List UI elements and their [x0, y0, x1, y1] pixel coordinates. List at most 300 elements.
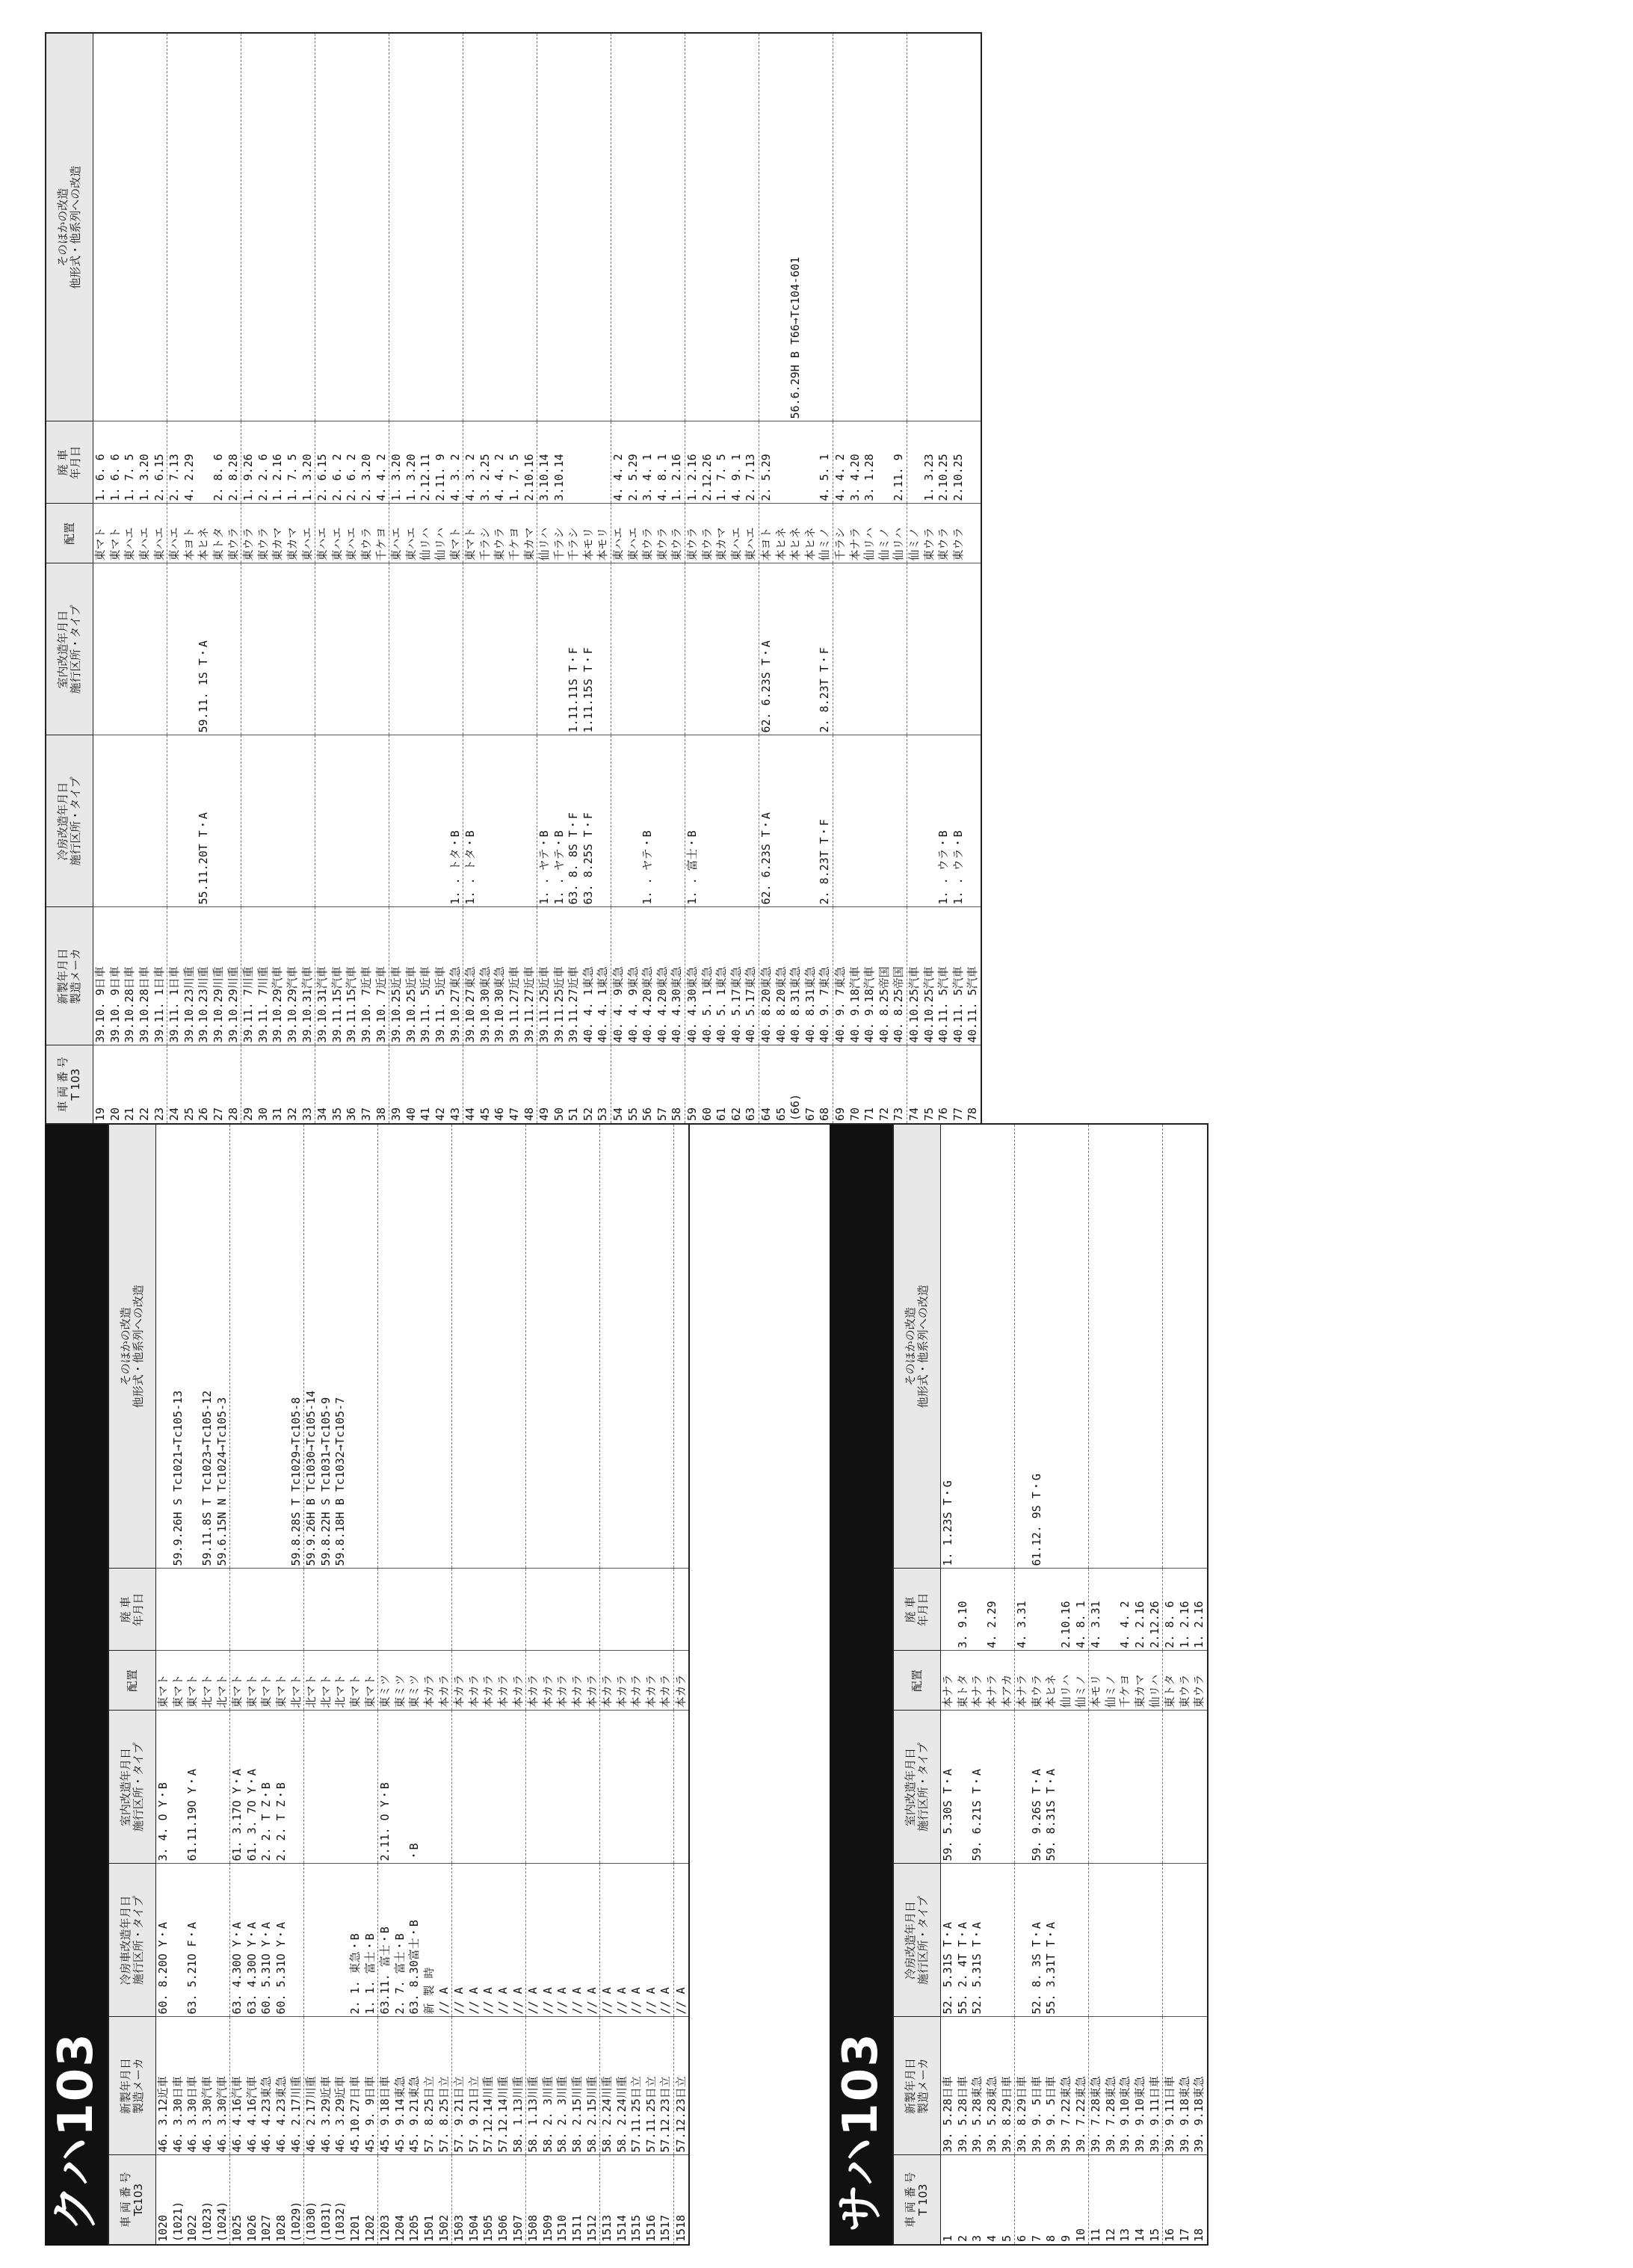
column-header-ac: 冷房改造年月日 施行区所・タイプ	[893, 1864, 941, 2017]
table-row	[540, 1124, 555, 2245]
cell-car-no: 1025	[229, 2155, 244, 2245]
cell-other	[274, 1124, 289, 1569]
cell-ac: 63.11. 富士・B	[377, 1864, 392, 2017]
cell-depot	[966, 504, 981, 563]
table-row	[833, 33, 848, 1124]
cell-car-no: 29	[241, 1045, 256, 1124]
cell-car-no: 37	[359, 1045, 374, 1124]
cell-other: 59.11.8S T Tc1023→Tc105-12	[200, 1124, 215, 1569]
cell-other	[407, 1124, 422, 1569]
column-header-retired: 廃 車 年月日	[893, 1569, 941, 1651]
cell-ac: 63. 8.30富士・B	[407, 1864, 422, 2017]
saha103-cont-section	[45, 34, 1562, 1125]
cell-other	[419, 33, 433, 421]
table-row	[596, 33, 611, 1124]
cell-car-no: 35	[330, 1045, 345, 1124]
cell-car-no: 1508	[525, 2155, 540, 2245]
cell-depot: 本カラ	[614, 1651, 629, 1711]
cell-depot: 本ヒネ	[803, 504, 818, 563]
cell-other	[197, 33, 212, 421]
cell-ac: 52. 8. 3S T・A	[1030, 1864, 1045, 2017]
cell-car-no: 49	[537, 1045, 552, 1124]
table-row	[774, 33, 788, 1124]
cell-built: 57.12.14川重	[481, 2017, 496, 2155]
cell-depot: 東ウラ	[951, 504, 966, 563]
cell-other	[510, 1124, 525, 1569]
cell-built: 39. 9.11日車	[1147, 2017, 1162, 2155]
cell-other	[496, 1124, 511, 1569]
cell-depot: 東トタ	[212, 504, 226, 563]
cell-retired	[581, 421, 596, 504]
cell-car-no: 1517	[658, 2155, 673, 2245]
cell-interior: 59. 5.30S T・A	[941, 1711, 956, 1864]
cell-depot: 本ヒネ	[197, 504, 212, 563]
cell-car-no: 2	[956, 2155, 971, 2245]
cell-built: 45. 9.18日車	[377, 2017, 392, 2155]
cell-interior	[744, 563, 759, 735]
cell-ac	[345, 735, 359, 907]
cell-ac: // A	[629, 1864, 644, 2017]
cell-car-no: 18	[1192, 2155, 1208, 2245]
cell-ac	[1162, 1864, 1177, 2017]
cell-car-no: 54	[611, 1045, 626, 1124]
cell-ac	[1178, 1864, 1193, 2017]
cell-retired: 4. 4. 2	[374, 421, 389, 504]
cell-retired	[877, 421, 892, 504]
cell-car-no: 32	[285, 1045, 300, 1124]
cell-retired: 2.10.25	[951, 421, 966, 504]
cell-car-no: 38	[374, 1045, 389, 1124]
cell-built: 40. 4.30東急	[685, 907, 700, 1045]
cell-car-no: 48	[522, 1045, 537, 1124]
cell-depot: 東ハエ	[330, 504, 345, 563]
cell-interior	[138, 563, 152, 735]
column-header-built: 新製年月日 製造メーカ	[46, 907, 93, 1045]
cell-depot: 本ヒネ	[788, 504, 803, 563]
cell-interior	[862, 563, 877, 735]
cell-built: 57.12.23日立	[673, 2017, 689, 2155]
cell-car-no: 1509	[540, 2155, 555, 2245]
cell-built: 39. 9.18東急	[1192, 2017, 1208, 2155]
cell-retired: 4. 3.31	[1088, 1569, 1103, 1651]
cell-depot: 本ナラ	[941, 1651, 956, 1711]
cell-depot: 仙リハ	[892, 504, 907, 563]
cell-built: 40. 4.20東急	[640, 907, 655, 1045]
cell-ac: // A	[599, 1864, 614, 2017]
cell-depot: 本カラ	[629, 1651, 644, 1711]
cell-built: 40. 5.17東急	[744, 907, 759, 1045]
cell-retired	[185, 1569, 200, 1651]
cell-interior: 2. 8.23T T・F	[818, 563, 833, 735]
cell-retired: 1. 3.20	[300, 421, 315, 504]
cell-depot: 仙リハ	[1059, 1651, 1074, 1711]
cell-other	[658, 1124, 673, 1569]
cell-retired: 2. 5.29	[759, 421, 774, 504]
cell-depot: 東カマ	[522, 504, 537, 563]
cell-ac	[862, 735, 877, 907]
cell-ac: 1. . トタ・B	[448, 735, 463, 907]
cell-interior: 61. 3. 7O Y・A	[245, 1711, 260, 1864]
cell-retired: 1. 3.23	[922, 421, 936, 504]
cell-built: 40. 5. 1東急	[700, 907, 714, 1045]
table-row	[496, 1124, 511, 2245]
cell-retired: 1. 7. 5	[507, 421, 522, 504]
table-row	[436, 1124, 451, 2245]
table-row	[404, 33, 419, 1124]
cell-car-no: 1514	[614, 2155, 629, 2245]
cell-retired	[555, 1569, 570, 1651]
table-row	[451, 1124, 466, 2245]
cell-depot: 東ウラ	[922, 504, 936, 563]
cell-interior	[123, 563, 138, 735]
cell-other	[156, 1124, 171, 1569]
cell-built: 40. 5. 1東急	[714, 907, 729, 1045]
cell-interior	[951, 563, 966, 735]
table-row	[700, 33, 714, 1124]
cell-car-no: 15	[1147, 2155, 1162, 2245]
table-row	[212, 33, 226, 1124]
cell-retired	[584, 1569, 599, 1651]
cell-built: 57.11.25日立	[629, 2017, 644, 2155]
cell-car-no: (1031)	[319, 2155, 334, 2245]
cell-retired	[466, 1569, 481, 1651]
cell-car-no: 20	[108, 1045, 123, 1124]
cell-other	[345, 33, 359, 421]
cell-retired: 1. 7. 5	[285, 421, 300, 504]
cell-other	[377, 1124, 392, 1569]
cell-retired: 2.10.16	[522, 421, 537, 504]
cell-built: 39.11.27近車	[507, 907, 522, 1045]
cell-built: 39. 9.11日車	[1162, 2017, 1177, 2155]
cell-ac	[285, 735, 300, 907]
cell-car-no: 1518	[673, 2155, 689, 2245]
cell-interior	[493, 563, 507, 735]
cell-retired	[614, 1569, 629, 1651]
cell-depot: 本カラ	[481, 1651, 496, 1711]
cell-depot: 本カラ	[555, 1651, 570, 1711]
cell-built: 40. 4. 1東急	[581, 907, 596, 1045]
cell-depot: 東ハエ	[152, 504, 167, 563]
cell-ac	[93, 735, 108, 907]
table-row	[1044, 1124, 1059, 2245]
cell-other	[1104, 1124, 1119, 1569]
cell-car-no: 1505	[481, 2155, 496, 2245]
cell-interior	[433, 563, 448, 735]
table-row	[333, 1124, 348, 2245]
cell-car-no: 30	[256, 1045, 271, 1124]
cell-ac	[1104, 1864, 1119, 2017]
table-row	[422, 1124, 437, 2245]
table-row	[759, 33, 774, 1124]
cell-interior	[700, 563, 714, 735]
cell-built: 39. 8.29日車	[999, 2017, 1014, 2155]
cell-other	[229, 1124, 244, 1569]
table-row	[985, 1124, 1000, 2245]
cell-other	[936, 33, 951, 421]
cell-interior: 2.11. O Y・B	[377, 1711, 392, 1864]
cell-car-no: 50	[552, 1045, 567, 1124]
cell-retired	[629, 1569, 644, 1651]
cell-depot: 東マト	[448, 504, 463, 563]
cell-car-no: 1506	[496, 2155, 511, 2245]
cell-interior: 59. 8.31S T・A	[1044, 1711, 1059, 1864]
cell-other	[584, 1124, 599, 1569]
cell-other	[596, 33, 611, 421]
cell-retired: 3. 4.20	[848, 421, 862, 504]
cell-other	[985, 1124, 1000, 1569]
cell-ac	[522, 735, 537, 907]
cell-built: 46. 4.16汽車	[245, 2017, 260, 2155]
table-row	[999, 1124, 1014, 2245]
column-header-other: そのほかの改造 他形式・他系列への改造	[893, 1124, 941, 1569]
cell-depot: 千ラシ	[552, 504, 567, 563]
cell-other	[315, 33, 330, 421]
cell-car-no: 23	[152, 1045, 167, 1124]
cell-built: 40. 8.20東急	[774, 907, 788, 1045]
cell-other	[404, 33, 419, 421]
cell-retired: 2. 7.13	[744, 421, 759, 504]
table-row	[729, 33, 744, 1124]
column-header-depot: 配置	[46, 504, 93, 563]
cell-retired	[567, 421, 581, 504]
cell-built: 39.10. 9日車	[108, 907, 123, 1045]
cell-depot: 東マト	[171, 1651, 186, 1711]
cell-car-no: 1205	[407, 2155, 422, 2245]
cell-interior	[999, 1711, 1014, 1864]
cell-retired: 1. 3.20	[404, 421, 419, 504]
cell-depot: 北マト	[333, 1651, 348, 1711]
cell-car-no: 77	[951, 1045, 966, 1124]
cell-car-no: (1021)	[171, 2155, 186, 2245]
column-header-interior: 室内改造年月日 施行区所・タイプ	[46, 563, 93, 735]
table-row	[330, 33, 345, 1124]
cell-car-no: 6	[1014, 2155, 1029, 2245]
cell-ac	[922, 735, 936, 907]
column-header-ac: 冷房改造年月日 施行区所・タイプ	[46, 735, 93, 907]
cell-depot: 本アカ	[999, 1651, 1014, 1711]
cell-other: 56.6.29H B T66→Tc104-601	[788, 33, 803, 421]
cell-built: 58. 2. 3川重	[540, 2017, 555, 2155]
table-row	[1059, 1124, 1074, 2245]
cell-retired: 2.10.16	[1059, 1569, 1074, 1651]
cell-depot: 仙リハ	[537, 504, 552, 563]
cell-built: 40. 4. 1東急	[596, 907, 611, 1045]
cell-car-no: 61	[714, 1045, 729, 1124]
cell-interior	[655, 563, 670, 735]
cell-other	[433, 33, 448, 421]
table-row	[644, 1124, 659, 2245]
cell-other	[552, 33, 567, 421]
cell-ac: 55.11.20T T・A	[197, 735, 212, 907]
table-row	[259, 1124, 274, 2245]
cell-interior: 61. 3.17O Y・A	[229, 1711, 244, 1864]
cell-depot: 東マト	[229, 1651, 244, 1711]
cell-depot: 東ウラ	[256, 504, 271, 563]
cell-car-no: 1507	[510, 2155, 525, 2245]
cell-retired	[970, 1569, 985, 1651]
cell-interior	[877, 563, 892, 735]
kuha103-title: クハ103	[45, 1125, 108, 2246]
cell-other	[555, 1124, 570, 1569]
cell-ac	[389, 735, 404, 907]
table-row	[570, 1124, 585, 2245]
cell-other	[478, 33, 493, 421]
cell-ac	[714, 735, 729, 907]
cell-interior	[956, 1711, 971, 1864]
cell-built: 40.11. 5汽車	[966, 907, 981, 1045]
cell-ac: 1. . ヤテ・B	[537, 735, 552, 907]
cell-interior	[200, 1711, 215, 1864]
table-row	[393, 1124, 408, 2245]
cell-interior	[478, 563, 493, 735]
cell-built: 39.11. 7川重	[241, 907, 256, 1045]
cell-depot: 東ハエ	[626, 504, 640, 563]
table-row	[626, 33, 640, 1124]
table-row	[1073, 1124, 1088, 2245]
cell-car-no: 67	[803, 1045, 818, 1124]
cell-retired	[525, 1569, 540, 1651]
cell-built: 57.12.14川重	[496, 2017, 511, 2155]
column-header-built: 新製年月日 製造メーカ	[108, 2017, 156, 2155]
cell-retired	[333, 1569, 348, 1651]
cell-built: 39.11. 7川重	[256, 907, 271, 1045]
cell-depot: 東ハエ	[744, 504, 759, 563]
cell-depot: 東ミツ	[407, 1651, 422, 1711]
cell-other	[644, 1124, 659, 1569]
cell-built: 39.10.25近車	[389, 907, 404, 1045]
cell-built: 45. 9. 9日車	[362, 2017, 377, 2155]
cell-car-no: 27	[212, 1045, 226, 1124]
cell-ac: 1. . 富士・B	[685, 735, 700, 907]
cell-car-no: 10	[1073, 2155, 1088, 2245]
cell-car-no: 19	[93, 1045, 108, 1124]
cell-built: 40. 9. 7東急	[833, 907, 848, 1045]
cell-other	[714, 33, 729, 421]
cell-other	[123, 33, 138, 421]
cell-retired	[570, 1569, 585, 1651]
cell-built: 40.10.25汽車	[907, 907, 922, 1045]
cell-ac	[1014, 1864, 1029, 2017]
cell-retired	[788, 421, 803, 504]
cell-ac	[138, 735, 152, 907]
cell-ac: // A	[525, 1864, 540, 2017]
cell-depot: 仙ミノ	[907, 504, 922, 563]
cell-other	[729, 33, 744, 421]
cell-ac	[212, 735, 226, 907]
cell-depot: 本カラ	[658, 1651, 673, 1711]
cell-ac: 62. 6.23S T・A	[759, 735, 774, 907]
cell-other	[422, 1124, 437, 1569]
cell-other	[892, 33, 907, 421]
cell-interior	[419, 563, 433, 735]
cell-interior	[1073, 1711, 1088, 1864]
cell-interior	[714, 563, 729, 735]
cell-car-no: 1027	[259, 2155, 274, 2245]
cell-retired	[274, 1569, 289, 1651]
table-row	[463, 33, 478, 1124]
cell-interior	[833, 563, 848, 735]
table-row	[611, 33, 626, 1124]
cell-car-no: 1203	[377, 2155, 392, 2245]
cell-retired: 1. 7. 5	[714, 421, 729, 504]
cell-other	[359, 33, 374, 421]
cell-interior	[596, 563, 611, 735]
cell-retired	[803, 421, 818, 504]
table-row	[862, 33, 877, 1124]
cell-interior	[670, 563, 685, 735]
cell-other	[818, 33, 833, 421]
cell-other	[448, 33, 463, 421]
table-row	[744, 33, 759, 1124]
cell-car-no: 33	[300, 1045, 315, 1124]
cell-depot: 本ナラ	[1014, 1651, 1029, 1711]
cell-interior	[422, 1711, 437, 1864]
cell-built: 39.10.29汽車	[285, 907, 300, 1045]
cell-retired	[245, 1569, 260, 1651]
cell-built: 46. 4.23東急	[259, 2017, 274, 2155]
cell-depot: 東ウラ	[685, 504, 700, 563]
cell-car-no: 62	[729, 1045, 744, 1124]
cell-retired: 3.10.14	[552, 421, 567, 504]
cell-depot: 東ウラ	[640, 504, 655, 563]
cell-retired: 1. 3.20	[138, 421, 152, 504]
cell-ac	[833, 735, 848, 907]
cell-ac	[319, 1864, 334, 2017]
cell-interior: 1.11.11S T・F	[567, 563, 581, 735]
cell-retired: 2. 6.15	[152, 421, 167, 504]
cell-car-no: 75	[922, 1045, 936, 1124]
cell-built: 40. 8.31東急	[803, 907, 818, 1045]
cell-retired: 4. 8. 1	[1073, 1569, 1088, 1651]
cell-retired: 3. 2.25	[478, 421, 493, 504]
cell-ac: 1. . トタ・B	[463, 735, 478, 907]
cell-other	[599, 1124, 614, 1569]
cell-interior	[1192, 1711, 1208, 1864]
cell-ac	[419, 735, 433, 907]
cell-built: 39.10.25近車	[404, 907, 419, 1045]
cell-depot: 東マト	[274, 1651, 289, 1711]
cell-built: 40. 4. 9東急	[626, 907, 640, 1045]
table-row	[581, 33, 596, 1124]
cell-interior	[466, 1711, 481, 1864]
cell-other	[1059, 1124, 1074, 1569]
cell-depot: 東ハエ	[315, 504, 330, 563]
cell-ac	[214, 1864, 229, 2017]
cell-built: 57.12.23日立	[658, 2017, 673, 2155]
cell-other	[966, 33, 981, 421]
table-row	[271, 33, 285, 1124]
cell-ac	[330, 735, 345, 907]
cell-car-no: 1204	[393, 2155, 408, 2245]
cell-ac	[271, 735, 285, 907]
cell-retired: 4. 2.29	[985, 1569, 1000, 1651]
cell-interior	[171, 1711, 186, 1864]
cell-built: 39.10.31汽車	[315, 907, 330, 1045]
cell-car-no: 22	[138, 1045, 152, 1124]
cell-built: 39. 9.10東急	[1133, 2017, 1148, 2155]
cell-car-no: 53	[596, 1045, 611, 1124]
cell-interior	[256, 563, 271, 735]
cell-built: 58. 2.24川重	[599, 2017, 614, 2155]
table-row	[1118, 1124, 1133, 2245]
cell-ac	[333, 1864, 348, 2017]
cell-ac	[1059, 1864, 1074, 2017]
cell-built: 40. 9.18汽車	[848, 907, 862, 1045]
column-header-other: そのほかの改造 他形式・他系列への改造	[108, 1124, 156, 1569]
cell-built: 45. 9.21東急	[407, 2017, 422, 2155]
table-row	[226, 33, 241, 1124]
cell-ac: // A	[555, 1864, 570, 2017]
